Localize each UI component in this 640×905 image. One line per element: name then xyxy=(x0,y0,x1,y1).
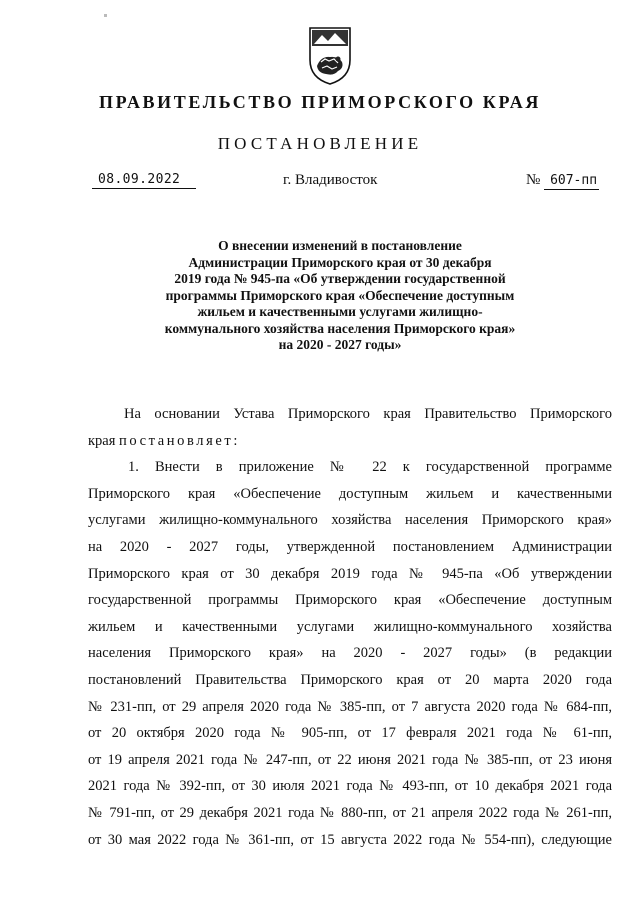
document-number-block xyxy=(526,172,599,190)
subject-line: коммунального хозяйства населения Приморского края» xyxy=(164,320,516,336)
body-line-prefix: края xyxy=(88,432,116,449)
body-line xyxy=(88,428,612,455)
document-number: 607-пп xyxy=(544,173,599,190)
subject-line: Администрации Приморского края от 30 декабря xyxy=(188,254,492,270)
document-city: г. Владивосток xyxy=(283,172,378,188)
subject-line: О внесении изменений в постановление xyxy=(218,238,462,253)
body-line: 2021 года № 392-пп, от 30 июля 2021 года № 493-пп, от 10 декабря 2021 года xyxy=(88,778,612,795)
subject-line: 2019 года № 945-па «Об утверждении государственной xyxy=(174,271,506,286)
body-line: населения Приморского края» на 2020 - 2027 годы» (в редакции xyxy=(88,645,612,662)
body-line: Приморского края «Обеспечение доступным жильем и качественными xyxy=(88,485,612,502)
number-sign: № xyxy=(526,172,541,188)
document-body xyxy=(88,401,612,853)
subject-line: жильем и качественными услугами жилищно- xyxy=(197,304,483,319)
subject-line: программы Приморского края «Обеспечение доступным xyxy=(165,287,515,303)
government-title: ПРАВИТЕЛЬСТВО ПРИМОРСКОГО КРАЯ xyxy=(99,92,541,112)
body-line: № 791-пп, от 29 декабря 2021 года № 880-пп, от 21 апреля 2022 года № 261-пп, xyxy=(88,804,612,821)
resolution-keyword: постановляет: xyxy=(119,432,240,449)
document-type: ПОСТАНОВЛЕНИЕ xyxy=(217,134,423,153)
body-line: На основании Устава Приморского края Правительство Приморского xyxy=(124,406,612,422)
body-line: от 20 октября 2020 года № 905-пп, от 17 февраля 2021 года № 61-пп, xyxy=(88,725,612,742)
body-line: постановлений Правительства Приморского края от 20 марта 2020 года xyxy=(88,671,612,688)
body-line: жильем и качественными услугами жилищно-коммунального хозяйства xyxy=(88,618,612,635)
body-line: от 30 мая 2022 года № 361-пп, от 15 августа 2022 года № 554-пп), следующие xyxy=(88,831,612,848)
coat-of-arms-emblem xyxy=(308,26,352,86)
scan-speck xyxy=(104,14,107,17)
document-date: 08.09.2022 xyxy=(92,172,196,189)
body-line: от 19 апреля 2021 года № 247-пп, от 22 июня 2021 года № 385-пп, от 23 июня xyxy=(88,751,612,768)
body-line: Приморского края от 30 декабря 2019 года № 945-па «Об утверждении xyxy=(88,565,612,582)
subject-line: на 2020 - 2027 годы» xyxy=(278,337,402,352)
document-subject xyxy=(140,238,540,354)
body-line: услугами жилищно-коммунального хозяйства населения Приморского края» xyxy=(88,512,612,529)
body-line: государственной программы Приморского края «Обеспечение доступным xyxy=(88,592,612,609)
body-line: на 2020 - 2027 годы, утвержденной постановлением Администрации xyxy=(88,538,612,555)
body-line: 1. Внести в приложение № 22 к государственной программе xyxy=(128,459,612,476)
body-line: № 231-пп, от 29 апреля 2020 года № 385-пп, от 7 августа 2020 года № 684-пп, xyxy=(88,698,612,715)
